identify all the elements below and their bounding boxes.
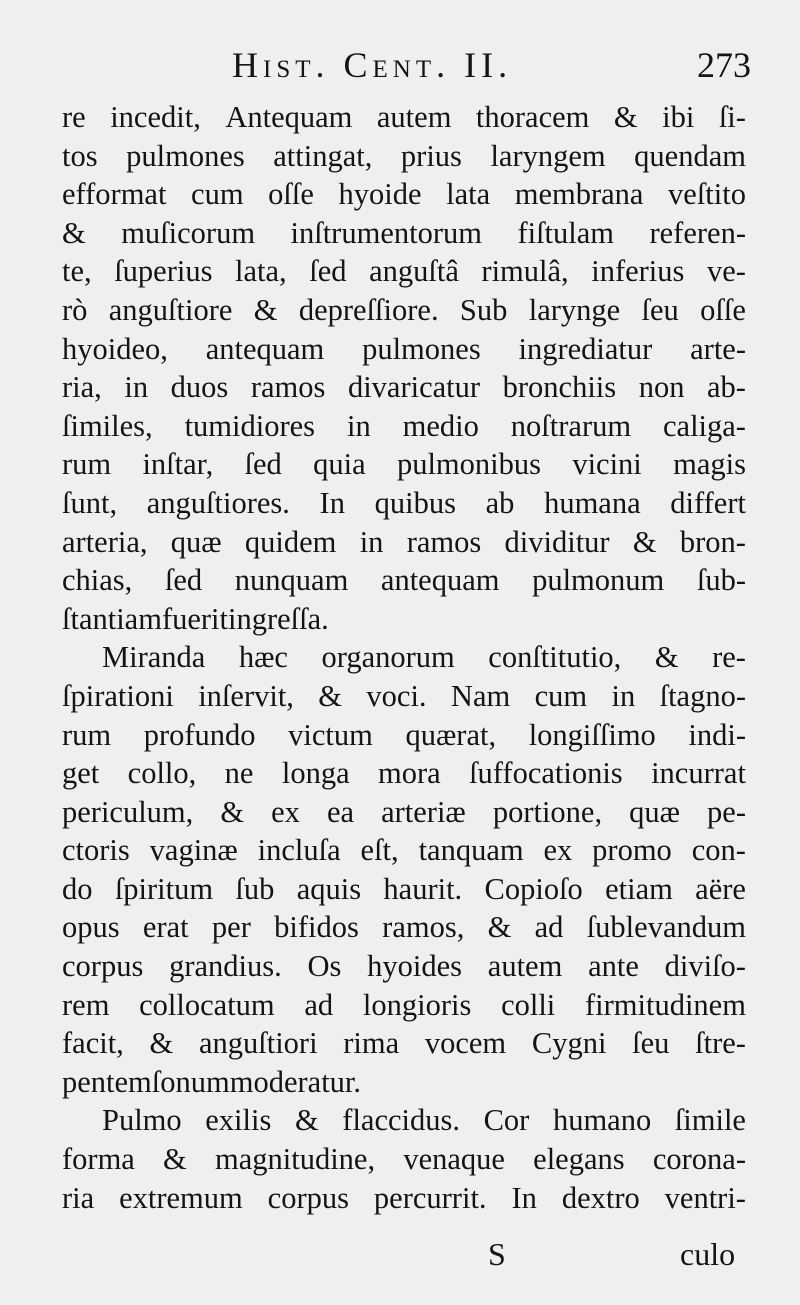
word: inſtrumentorum bbox=[290, 215, 482, 250]
word: & bbox=[253, 292, 278, 327]
word: magis bbox=[673, 447, 746, 482]
word: ante bbox=[588, 949, 639, 984]
word: victum bbox=[288, 717, 373, 752]
word: autem bbox=[376, 100, 452, 134]
word: rem bbox=[62, 987, 110, 1022]
word: ramos bbox=[250, 370, 326, 405]
word: autem bbox=[487, 949, 563, 984]
word: & bbox=[318, 678, 343, 713]
word: ſed bbox=[309, 254, 347, 289]
word: anguſtiori bbox=[198, 1026, 318, 1061]
word: medio bbox=[402, 408, 479, 443]
word: tanquam bbox=[418, 833, 524, 868]
word: ex bbox=[271, 794, 300, 829]
text-line bbox=[62, 137, 746, 176]
word: ſub bbox=[235, 871, 275, 906]
word: ſtre- bbox=[695, 1026, 746, 1061]
word: get bbox=[62, 756, 100, 791]
word: inſtar, bbox=[142, 447, 214, 482]
word: pentem bbox=[62, 1064, 152, 1099]
word: membrana bbox=[514, 177, 644, 212]
word: ad bbox=[534, 910, 564, 945]
word: longioris bbox=[362, 987, 472, 1022]
word: pulmones bbox=[362, 331, 481, 366]
word: ſub- bbox=[696, 563, 746, 598]
word: antequam bbox=[380, 563, 500, 598]
word: ſuperius bbox=[114, 254, 213, 289]
word: laryngem bbox=[490, 138, 606, 173]
word: magnitudine, bbox=[215, 1142, 376, 1177]
word: tumidiores bbox=[184, 408, 316, 443]
word: in bbox=[124, 370, 149, 405]
page-number: 273 bbox=[697, 45, 751, 85]
signature-mark: S bbox=[488, 1236, 506, 1272]
word: arteria, bbox=[62, 524, 148, 559]
word: con- bbox=[691, 833, 746, 868]
word: ſed bbox=[164, 563, 203, 598]
text-line bbox=[62, 175, 746, 214]
word: portione, bbox=[492, 794, 603, 829]
word: diviſo- bbox=[664, 949, 746, 984]
word: rimulâ, bbox=[481, 254, 569, 289]
text-line bbox=[62, 484, 746, 523]
word: ramos bbox=[406, 524, 482, 559]
word: re bbox=[62, 100, 86, 134]
word: ingreſſa. bbox=[228, 601, 329, 636]
text-line bbox=[62, 561, 746, 600]
word: ventri- bbox=[664, 1180, 746, 1215]
word: thoracem bbox=[475, 100, 590, 134]
word: corpus bbox=[267, 1180, 349, 1215]
word: ria bbox=[62, 1180, 95, 1215]
word: Miranda bbox=[102, 640, 206, 675]
word: nunquam bbox=[234, 563, 349, 598]
text-line bbox=[62, 330, 746, 369]
paragraph bbox=[62, 98, 746, 638]
word: ſpiritum bbox=[114, 871, 214, 906]
word: in bbox=[359, 524, 384, 559]
word: longa bbox=[281, 756, 350, 791]
word: & bbox=[654, 640, 679, 675]
word: attingat, bbox=[273, 138, 373, 173]
word: ſeu bbox=[641, 292, 679, 327]
word: ſtantiam bbox=[62, 601, 162, 636]
word: & bbox=[163, 1142, 187, 1177]
word: inferius bbox=[591, 254, 685, 289]
word: divaricatur bbox=[347, 370, 481, 405]
word: rima bbox=[343, 1026, 400, 1061]
word: & bbox=[613, 100, 638, 134]
text-line bbox=[62, 1140, 746, 1179]
word: Nam bbox=[450, 678, 511, 713]
word: ſublevandum bbox=[586, 910, 746, 945]
word: Antequam bbox=[225, 100, 353, 134]
word: firmitudinem bbox=[585, 987, 746, 1022]
word: ab- bbox=[707, 370, 746, 405]
word: caliga- bbox=[663, 408, 746, 443]
word: dividitur bbox=[504, 524, 610, 559]
paragraph bbox=[62, 638, 746, 1101]
word: ſi- bbox=[718, 100, 746, 134]
text-line bbox=[62, 1024, 746, 1063]
word: flaccidus. bbox=[342, 1103, 460, 1138]
word: do bbox=[62, 871, 93, 906]
word: veſtito bbox=[668, 177, 746, 212]
word: corpus bbox=[62, 949, 144, 984]
word: aquis bbox=[296, 871, 362, 906]
text-line bbox=[62, 523, 746, 562]
word: ſpirationi bbox=[62, 678, 174, 713]
word: colli bbox=[501, 987, 556, 1022]
word: eſt, bbox=[360, 833, 399, 868]
word: pulmonibus bbox=[396, 447, 541, 482]
word: arte- bbox=[690, 331, 746, 366]
word: ingrediatur bbox=[518, 331, 653, 366]
running-title: Hist. Cent. II. bbox=[232, 45, 513, 85]
word: incurrat bbox=[651, 756, 746, 791]
text-line bbox=[62, 98, 746, 137]
word: pe- bbox=[707, 794, 746, 829]
word: & bbox=[62, 215, 86, 250]
word: bifidos bbox=[274, 910, 359, 945]
word: Cygni bbox=[531, 1026, 607, 1061]
word: cum bbox=[534, 678, 588, 713]
word: ve- bbox=[706, 254, 746, 289]
text-line bbox=[62, 1063, 746, 1102]
word: pulmonum bbox=[532, 563, 665, 598]
text-line bbox=[62, 1179, 746, 1218]
word: pulmones bbox=[126, 138, 245, 173]
word: quæ bbox=[170, 524, 222, 559]
word: & bbox=[487, 910, 512, 945]
word: chias, bbox=[62, 563, 133, 598]
word: ſuffocationis bbox=[469, 756, 623, 791]
word: in bbox=[346, 408, 371, 443]
page-footer bbox=[0, 1236, 800, 1276]
text-line bbox=[62, 252, 746, 291]
word: ad bbox=[304, 987, 334, 1022]
text-line bbox=[62, 831, 746, 870]
text-line bbox=[62, 214, 746, 253]
text-line bbox=[62, 986, 746, 1025]
word: ſimiles, bbox=[62, 408, 153, 443]
word: Sub bbox=[459, 292, 508, 327]
word: te, bbox=[62, 254, 92, 289]
word: bron- bbox=[679, 524, 746, 559]
word: depreſſiore. bbox=[298, 292, 439, 327]
word: & bbox=[294, 1103, 319, 1138]
paragraph bbox=[62, 1101, 746, 1217]
word: in bbox=[611, 678, 636, 713]
word: collocatum bbox=[139, 987, 275, 1022]
word: duos bbox=[170, 370, 229, 405]
word: antequam bbox=[205, 331, 325, 366]
word: bronchiis bbox=[502, 370, 617, 405]
word: prius bbox=[400, 138, 462, 173]
word: larynge bbox=[528, 292, 621, 327]
word: In bbox=[319, 485, 345, 520]
word: mora bbox=[378, 756, 441, 791]
word: forma bbox=[62, 1142, 135, 1177]
text-line bbox=[62, 445, 746, 484]
word: inſervit, bbox=[198, 678, 294, 713]
word: hyoide bbox=[338, 177, 422, 212]
word: humano bbox=[552, 1103, 652, 1138]
word: quidem bbox=[244, 524, 337, 559]
word: Cor bbox=[483, 1103, 530, 1138]
word: anguſtiore bbox=[108, 292, 233, 327]
word: indi- bbox=[688, 717, 746, 752]
word: profundo bbox=[143, 717, 256, 752]
word: In bbox=[511, 1180, 537, 1215]
word: rò bbox=[62, 292, 88, 327]
text-line bbox=[62, 716, 746, 755]
word: collo, bbox=[127, 756, 197, 791]
word: ſimile bbox=[674, 1103, 746, 1138]
word: rum bbox=[62, 717, 112, 752]
word: percurrit. bbox=[373, 1180, 487, 1215]
word: hyoideo, bbox=[62, 331, 168, 366]
word: noſtrarum bbox=[510, 408, 632, 443]
text-line bbox=[62, 600, 746, 639]
word: fiſtulam bbox=[517, 215, 615, 250]
word: ex bbox=[543, 833, 573, 868]
word: vocem bbox=[424, 1026, 507, 1061]
word: erat bbox=[142, 910, 189, 945]
text-line bbox=[62, 368, 746, 407]
text-line bbox=[62, 793, 746, 832]
word: humana bbox=[544, 485, 641, 520]
word: organorum bbox=[321, 640, 455, 675]
word: vaginæ bbox=[149, 833, 238, 868]
word: corona- bbox=[652, 1142, 746, 1177]
text-line bbox=[62, 908, 746, 947]
word: hyoides bbox=[367, 949, 463, 984]
word: quæ bbox=[629, 794, 680, 829]
word: facit, bbox=[62, 1026, 124, 1061]
word: ctoris bbox=[62, 833, 130, 868]
word: anguſtâ bbox=[369, 254, 459, 289]
word: Os bbox=[307, 949, 342, 984]
text-line bbox=[62, 638, 746, 677]
word: anguſtiores. bbox=[146, 485, 290, 520]
word: ibi bbox=[662, 100, 695, 134]
word: incedit, bbox=[110, 100, 201, 134]
word: opus bbox=[62, 910, 120, 945]
word: ſed bbox=[244, 447, 282, 482]
word: moderatur. bbox=[229, 1064, 362, 1099]
text-line bbox=[62, 291, 746, 330]
word: ab bbox=[485, 485, 515, 520]
word: non bbox=[638, 370, 685, 405]
word: lata, bbox=[235, 254, 287, 289]
word: oſſe bbox=[700, 292, 746, 327]
word: ſunt, bbox=[62, 485, 118, 520]
word: efformat bbox=[62, 177, 167, 212]
word: hæc bbox=[238, 640, 288, 675]
word: & bbox=[149, 1026, 174, 1061]
word: periculum, bbox=[62, 794, 194, 829]
word: fuerit bbox=[161, 601, 229, 636]
word: rum bbox=[62, 447, 112, 482]
text-line bbox=[62, 947, 746, 986]
word: promo bbox=[592, 833, 672, 868]
word: conſtitutio, bbox=[488, 640, 622, 675]
catchword: culo bbox=[680, 1236, 736, 1272]
word: quia bbox=[313, 447, 366, 482]
word: Pulmo bbox=[102, 1103, 182, 1138]
word: lata bbox=[446, 177, 491, 212]
word: tos bbox=[62, 138, 98, 173]
word: ea bbox=[326, 794, 355, 829]
word: quibus bbox=[374, 485, 456, 520]
word: re- bbox=[712, 640, 746, 675]
word: venaque bbox=[403, 1142, 505, 1177]
page-header bbox=[0, 44, 800, 88]
word: etiam bbox=[605, 871, 673, 906]
word: muſicorum bbox=[121, 215, 256, 250]
word: & bbox=[220, 794, 245, 829]
word: differt bbox=[670, 485, 746, 520]
word: haurit. bbox=[383, 871, 463, 906]
word: longiſſimo bbox=[528, 717, 656, 752]
word: per bbox=[211, 910, 251, 945]
word: cum bbox=[191, 177, 244, 212]
text-line bbox=[62, 1101, 746, 1140]
word: Copioſo bbox=[484, 871, 583, 906]
word: ria, bbox=[62, 370, 102, 405]
word: arteriæ bbox=[381, 794, 466, 829]
word: dextro bbox=[561, 1180, 640, 1215]
text-line bbox=[62, 407, 746, 446]
word: incluſa bbox=[257, 833, 341, 868]
word: ſtagno- bbox=[659, 678, 746, 713]
word: vicini bbox=[572, 447, 642, 482]
text-line bbox=[62, 677, 746, 716]
word: oſſe bbox=[268, 177, 314, 212]
word: exilis bbox=[205, 1103, 272, 1138]
word: elegans bbox=[533, 1142, 625, 1177]
word: voci. bbox=[366, 678, 427, 713]
word: referen- bbox=[649, 215, 746, 250]
word: & bbox=[632, 524, 657, 559]
word: ſeu bbox=[632, 1026, 670, 1061]
text-line bbox=[62, 754, 746, 793]
body-text bbox=[62, 98, 746, 1217]
word: grandius. bbox=[169, 949, 282, 984]
word: ramos, bbox=[382, 910, 465, 945]
word: ne bbox=[224, 756, 254, 791]
word: extremum bbox=[119, 1180, 243, 1215]
text-line bbox=[62, 870, 746, 909]
word: aëre bbox=[695, 871, 746, 906]
word: quærat, bbox=[405, 717, 497, 752]
word: quendam bbox=[634, 138, 746, 173]
word: ſonum bbox=[151, 1064, 230, 1099]
